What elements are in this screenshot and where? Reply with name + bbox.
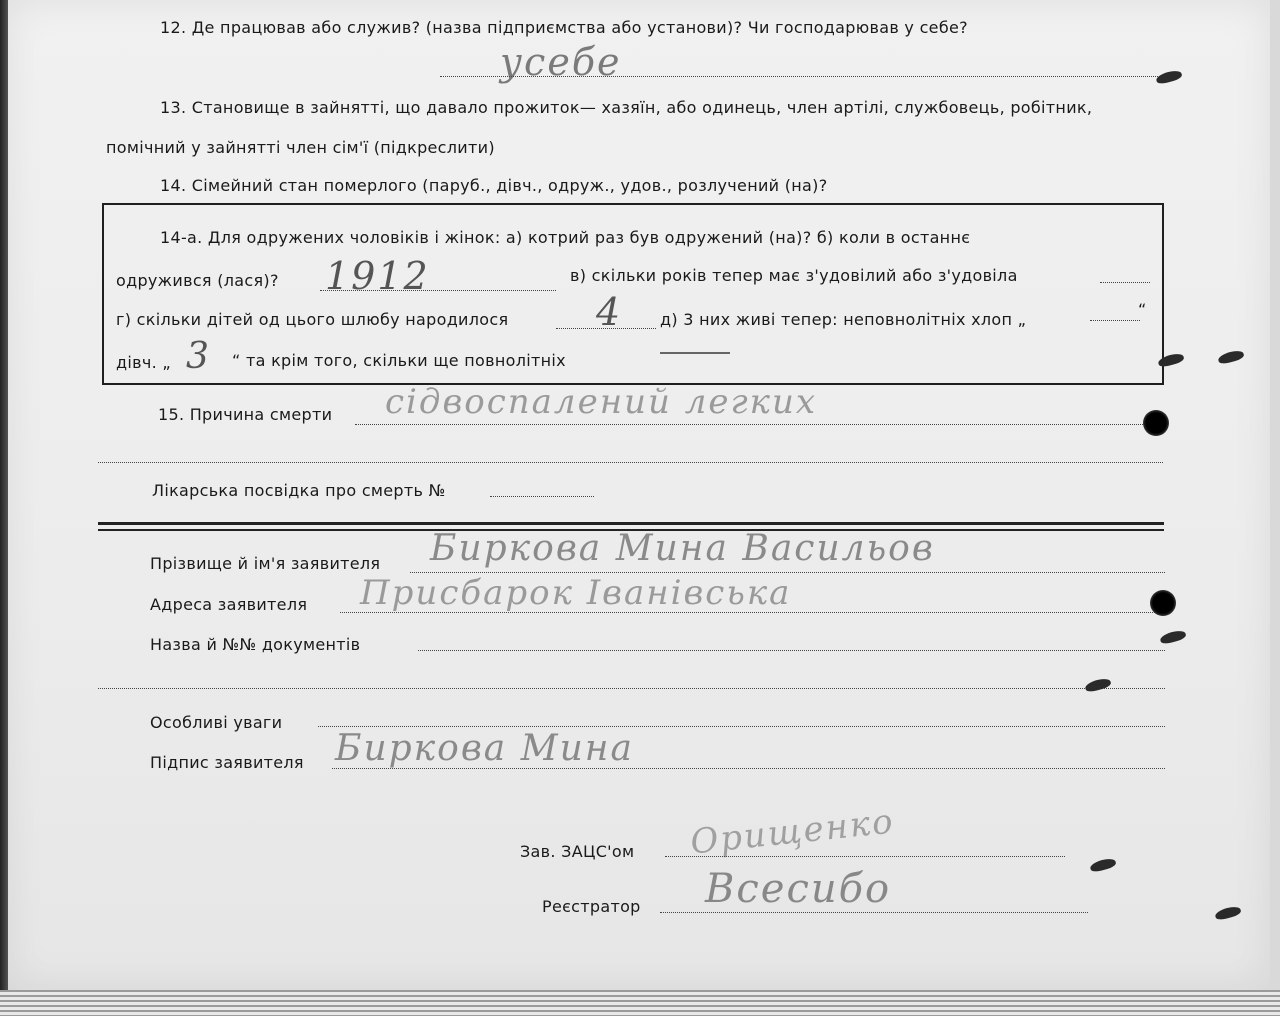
q13-line1: 13. Становище в зайнятті, що давало прожиток— хазяїн, або одинець, член артілі, службовець, робітник, bbox=[160, 98, 1093, 117]
documents-label: Назва й №№ документів bbox=[150, 635, 361, 654]
q14a-line4-prefix: дівч. „ bbox=[116, 353, 171, 372]
page-stack-edge bbox=[0, 990, 1280, 1016]
applicant-name-label: Прізвище й ім'я заявителя bbox=[150, 554, 381, 573]
medical-cert-label: Лікарська посвідка про смерть № bbox=[152, 481, 446, 500]
q15-label: 15. Причина смерти bbox=[158, 405, 333, 424]
q15-answer-line bbox=[355, 424, 1163, 425]
q14a-line4-suffix: “ та крім того, скільки ще повнолітніх bbox=[232, 351, 566, 370]
q14a-children-handwritten: 4 bbox=[596, 290, 623, 334]
q14a-girls-handwritten: 3 bbox=[186, 336, 211, 377]
q13-line2: помічний у зайнятті член сім'ї (підкреслити) bbox=[106, 138, 495, 157]
documents-line bbox=[418, 650, 1165, 651]
applicant-address-line bbox=[340, 612, 1165, 613]
q14a-adults-dash bbox=[660, 352, 730, 354]
applicant-name-handwritten: Биркова Мина Васильов bbox=[430, 528, 935, 569]
notes-line bbox=[318, 726, 1165, 727]
q15-answer-handwritten: сідвоспалений легких bbox=[385, 382, 818, 422]
head-signature-line bbox=[665, 856, 1065, 857]
q14a-widowed-line bbox=[1100, 282, 1150, 283]
applicant-address-handwritten: Присбарок Іванівська bbox=[360, 573, 792, 613]
registrar-line bbox=[660, 912, 1088, 913]
registrar-label: Реєстратор bbox=[542, 897, 641, 916]
q14a-line1: 14-а. Для одружених чоловіків і жінок: а) котрий раз був одружений (на)? б) коли в останнє bbox=[160, 228, 971, 247]
signature-line bbox=[332, 768, 1165, 769]
q14a-line2-prefix: одружився (лася)? bbox=[116, 271, 279, 290]
head-signature-handwritten: Орищенко bbox=[688, 801, 897, 863]
punch-hole-upper bbox=[1143, 410, 1169, 436]
documents-extra-line bbox=[98, 688, 1165, 689]
q14-label: 14. Сімейний стан померлого (паруб., дівч., одруж., удов., розлучений (на)? bbox=[160, 176, 828, 195]
q12-answer-handwritten: усебе bbox=[500, 40, 622, 84]
q14a-line2-suffix: в) скільки років тепер має з'удовілий або з'удовіла bbox=[570, 266, 1018, 285]
q14a-line3-end: “ bbox=[1138, 300, 1147, 319]
q14a-children-line bbox=[556, 328, 656, 329]
applicant-address-label: Адреса заявителя bbox=[150, 595, 308, 614]
section-rule-top bbox=[98, 522, 1164, 525]
q14a-line3-prefix: г) скільки дітей од цього шлюбу народилося bbox=[116, 310, 509, 329]
q14a-year-handwritten: 1912 bbox=[325, 254, 430, 298]
q14a-year-line bbox=[320, 290, 556, 291]
registrar-signature-handwritten: Всесибо bbox=[705, 866, 892, 912]
q14a-line3-suffix: д) 3 них живі тепер: неповнолітніх хлоп „ bbox=[660, 310, 1027, 329]
q12-answer-line bbox=[440, 76, 1160, 77]
notes-label: Особливі уваги bbox=[150, 713, 283, 732]
punch-hole-lower bbox=[1150, 590, 1176, 616]
q15-extra-line bbox=[98, 462, 1163, 463]
q12-label: 12. Де працював або служив? (назва підприємства або установи)? Чи господарював у себе? bbox=[160, 18, 968, 37]
head-label: Зав. ЗАЦС'ом bbox=[520, 842, 635, 861]
q14a-boys-line bbox=[1090, 320, 1140, 321]
signature-label: Підпис заявителя bbox=[150, 753, 304, 772]
medical-cert-line bbox=[490, 496, 594, 497]
applicant-signature-handwritten: Биркова Мина bbox=[335, 728, 634, 769]
